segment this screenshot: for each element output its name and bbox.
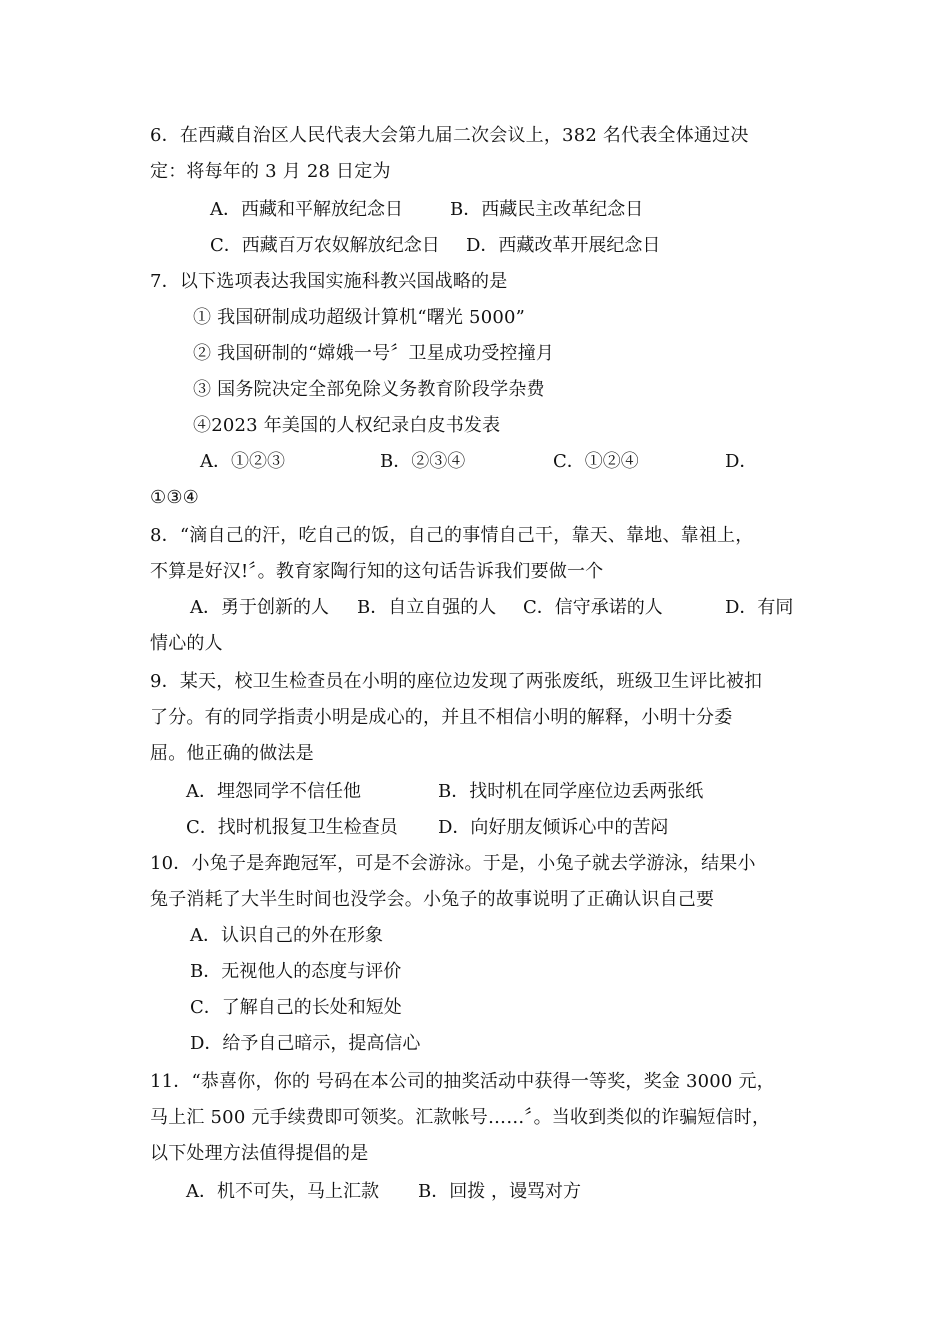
question-stem-line: 屈。他正确的做法是	[150, 743, 314, 764]
question-stem-line: 不算是好汉!〞。教育家陶行知的这句话告诉我们要做一个	[150, 561, 604, 582]
option-d: D．给予自己暗示，提高信心	[190, 1033, 421, 1054]
option-b: B．回拨 ，谩骂对方	[418, 1181, 581, 1202]
option-c: C．找时机报复卫生检查员	[186, 817, 398, 838]
option-a: A．机不可失，马上汇款	[186, 1181, 379, 1202]
question-stem-line: 定：将每年的 3 月 28 日定为	[150, 161, 391, 182]
option-c: C．①②④	[553, 451, 639, 472]
option-d: D．西藏改革开展纪念日	[466, 235, 661, 256]
option-d-continued: ①③④	[150, 487, 200, 508]
question-stem-line: 兔子消耗了大半生时间也没学会。小兔子的故事说明了正确认识自己要	[150, 889, 715, 910]
question-stem-line: 6．在西藏自治区人民代表大会第九届二次会议上，382 名代表全体通过决	[150, 125, 749, 146]
option-b: B．找时机在同学座位边丢两张纸	[438, 781, 704, 802]
question-stem-line: 7．以下选项表达我国实施科教兴国战略的是	[150, 271, 508, 292]
option-b: B．西藏民主改革纪念日	[450, 199, 644, 220]
option-a: A．勇于创新的人	[190, 597, 329, 618]
statement-item: ② 我国研制的“嫦娥一号〞卫星成功受控撞月	[193, 343, 555, 364]
option-c: C．了解自己的长处和短处	[190, 997, 402, 1018]
statement-item: ④2023 年美国的人权纪录白皮书发表	[193, 415, 501, 436]
option-a: A．西藏和平解放纪念日	[210, 199, 403, 220]
statement-item: ① 我国研制成功超级计算机“曙光 5000”	[193, 307, 526, 328]
question-stem-line: 10．小兔子是奔跑冠军，可是不会游泳。于是，小兔子就去学游泳，结果小	[150, 853, 756, 874]
statement-item: ③ 国务院决定全部免除义务教育阶段学杂费	[193, 379, 545, 400]
option-b: B．②③④	[380, 451, 466, 472]
question-stem-line: 11．“恭喜你，你的 号码在本公司的抽奖活动中获得一等奖，奖金 3000 元，	[150, 1071, 775, 1092]
option-c: C．西藏百万农奴解放纪念日	[210, 235, 440, 256]
option-a: A．①②③	[200, 451, 285, 472]
option-a: A．埋怨同学不信任他	[186, 781, 361, 802]
option-b: B．无视他人的态度与评价	[190, 961, 402, 982]
option-b: B．自立自强的人	[357, 597, 497, 618]
option-c: C．信守承诺的人	[523, 597, 663, 618]
option-d-continued: 情心的人	[150, 633, 223, 654]
question-stem-line: 8．“滴自己的汗，吃自己的饭，自己的事情自己干，靠天、靠地、靠祖上，	[150, 525, 754, 546]
question-stem-line: 9．某天，校卫生检查员在小明的座位边发现了两张废纸，班级卫生评比被扣	[150, 671, 763, 692]
option-a: A．认识自己的外在形象	[190, 925, 383, 946]
question-stem-line: 以下处理方法值得提倡的是	[150, 1143, 369, 1164]
option-d: D．有同	[725, 597, 794, 618]
question-stem-line: 马上汇 500 元手续费即可领奖。汇款帐号……〞。当收到类似的诈骗短信时，	[150, 1107, 771, 1128]
option-d: D．向好朋友倾诉心中的苦闷	[438, 817, 669, 838]
option-d: D．	[725, 451, 758, 472]
question-stem-line: 了分。有的同学指责小明是成心的，并且不相信小明的解释，小明十分委	[150, 707, 733, 728]
